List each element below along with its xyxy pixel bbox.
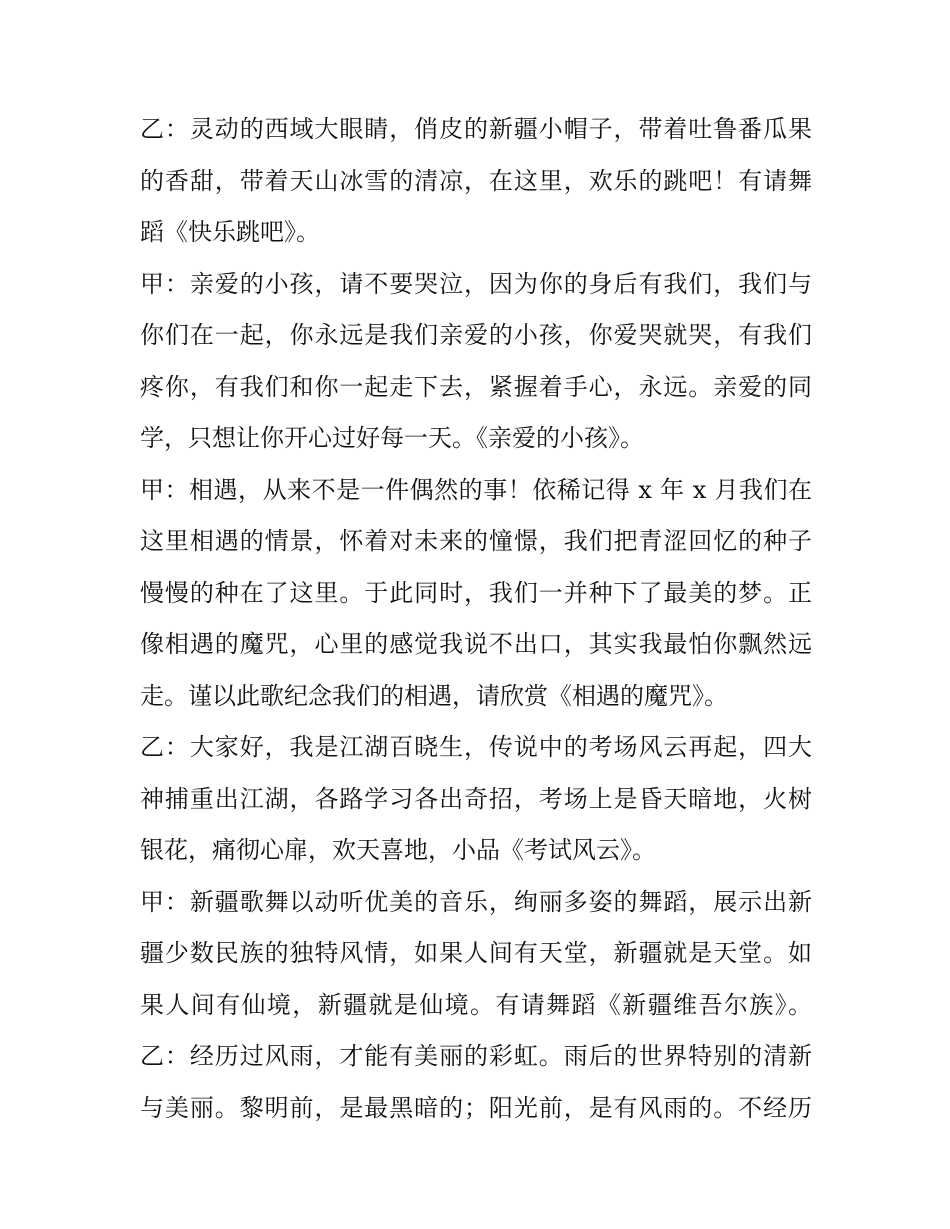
text-line: 慢慢的种在了这里。于此同时，我们一并种下了最美的梦。正 xyxy=(140,578,812,607)
document-body xyxy=(140,104,812,1134)
text-line: 的香甜，带着天山冰雪的清凉，在这里，欢乐的跳吧！有请舞 xyxy=(140,166,812,195)
text-line: 甲：相遇，从来不是一件偶然的事！依稀记得 x 年 x 月我们在 xyxy=(140,475,812,504)
text-line: 与美丽。黎明前，是最黑暗的；阳光前，是有风雨的。不经历 xyxy=(140,1093,812,1122)
text-line: 蹈《快乐跳吧》。 xyxy=(140,218,320,246)
text-line: 这里相遇的情景，怀着对未来的憧憬，我们把青涩回忆的种子 xyxy=(140,527,812,555)
text-line: 果人间有仙境，新疆就是仙境。有请舞蹈《新疆维吾尔族》。 xyxy=(140,990,812,1019)
text-line: 神捕重出江湖，各路学习各出奇招，考场上是昏天暗地，火树 xyxy=(140,784,812,813)
text-line: 走。谨以此歌纪念我们的相遇，请欣赏《相遇的魔咒》。 xyxy=(140,681,728,710)
text-line: 像相遇的魔咒，心里的感觉我说不出口，其实我最怕你飘然远 xyxy=(140,630,812,658)
text-line: 甲：新疆歌舞以动听优美的音乐，绚丽多姿的舞蹈，展示出新 xyxy=(140,887,812,916)
text-line: 乙：经历过风雨，才能有美丽的彩虹。雨后的世界特别的清新 xyxy=(140,1042,812,1070)
text-line: 你们在一起，你永远是我们亲爱的小孩，你爱哭就哭，有我们 xyxy=(140,321,812,349)
text-line: 甲：亲爱的小孩，请不要哭泣，因为你的身后有我们，我们与 xyxy=(140,269,812,298)
text-line: 疆少数民族的独特风情，如果人间有天堂，新疆就是天堂。如 xyxy=(140,939,812,967)
text-line: 乙：灵动的西域大眼睛，俏皮的新疆小帽子，带着吐鲁番瓜果 xyxy=(140,115,812,143)
text-line: 乙：大家好，我是江湖百晓生，传说中的考场风云再起，四大 xyxy=(140,733,812,761)
text-line: 银花，痛彻心扉，欢天喜地，小品《考试风云》。 xyxy=(140,836,656,864)
text-line: 学，只想让你开心过好每一天。《亲爱的小孩》。 xyxy=(140,424,644,452)
text-line: 疼你，有我们和你一起走下去，紧握着手心，永远。亲爱的同 xyxy=(140,372,812,401)
